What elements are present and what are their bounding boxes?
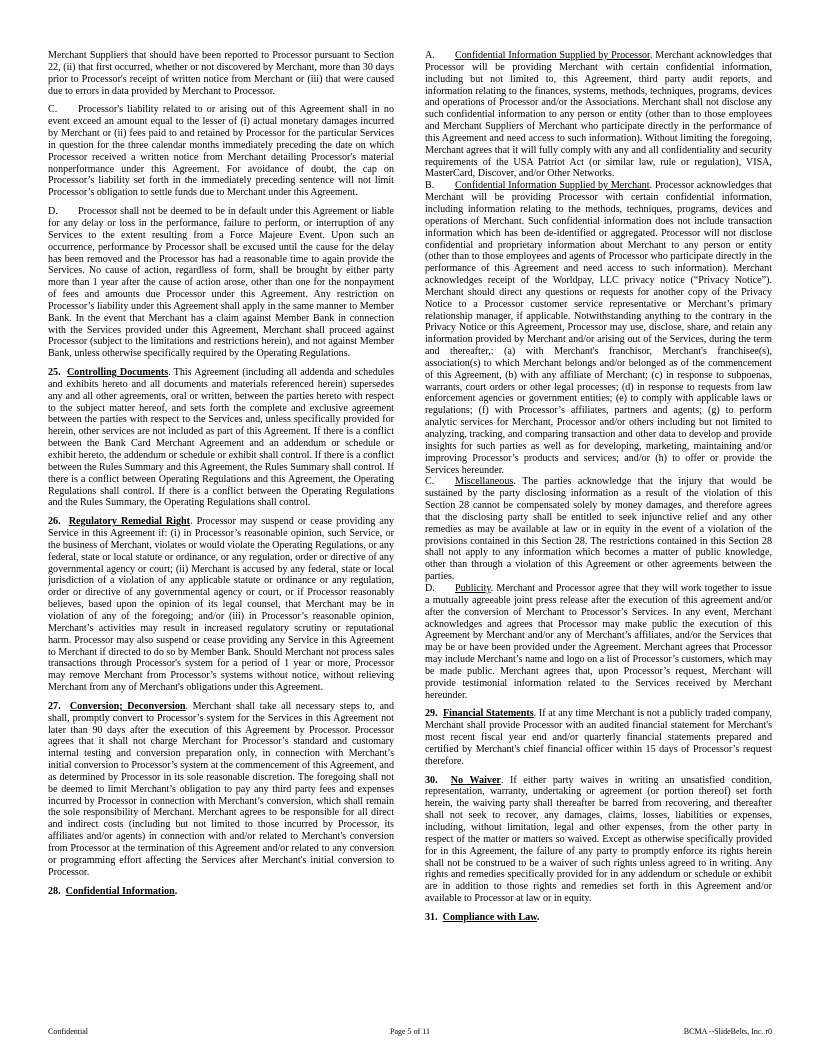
section-title-period: .: [174, 885, 178, 897]
footer-confidential: Confidential: [48, 1027, 88, 1036]
section-number: 30.: [425, 774, 438, 786]
paragraph-label: D.: [48, 206, 58, 218]
section-28b: [425, 180, 772, 476]
paragraph-text: . Merchant acknowledges that Processor will be providing Merchant with certain confidential information, including but not limited to, this Agreement, third party audit reports, and information relating to the finances, systems, methods, techniques, programs, devices and operations of Processor and/or the Associations. Merchant shall not disclose any such confidential information to any person or entity (other than to those employees and Merchant Suppliers of Merchant who participate directly in the performance of this Agreement and need access to such information). Without limiting the foregoing, Merchant agrees that it will fully comply with any and all confidentiality and security requirements of the USA Patriot Act (or similar law, rule or regulation), VISA, MasterCard, Discover, and/or Other Networks.: [425, 50, 772, 180]
section-30: [425, 775, 772, 905]
section-title: Financial Statements: [442, 708, 534, 720]
section-number: 26.: [48, 516, 61, 528]
section-text: . If either party waives in writing an unsatisfied condition, representation, warranty, undertaking or agreement (or portion thereof) set forth herein, the waiving party shall thereafter be barred from recovering, and thereafter shall not seek to recover, any damages, claims, losses, liabilities or expenses, including, without limitation, legal and other expenses, from the other party in respect of the matter or matters so waived. Except as otherwise specifically provided for in this Agreement, the failure of any party to promptly enforce its rights herein shall not be construed to be a waiver of such rights unless agreed to in writing. Any rights and remedies specifically provided for in any addendum or schedule or exhibit are in addition to those rights and remedies set forth in this Agreement and/or available to Processor at law or in equity.: [425, 774, 772, 905]
paragraph-text: . Merchant and Processor agree that they will work together to issue a mutually agreeable joint press release after the execution of this agreement and/or after the conversion of Merchant to Processor’s Services. In any event, Merchant acknowledges and agrees that Processor may make public the execution of this Agreement by Merchant and/or any of Merchant’s affiliates, and/or the Services that may be or have been provided under the Agreement. Merchant agrees that Processor may include Merchant’s name and logo on a list of Processor’s customers, which may be made public. Merchant agrees that, upon Processor’s request, Merchant will provide testimonial information related to the Services received by Merchant hereunder.: [425, 582, 772, 701]
section-number: 27.: [48, 700, 61, 712]
paragraph-text: Processor shall not be deemed to be in default under this Agreement or liable for any delay or loss in the performance, failure to perform, or interruption of any Services to the extent resulting from a Force Majeure Event. Upon such an occurrence, performance by Processor shall be excused until the cause for the delay has been removed and the Processor has had a reasonable time to again provide the Services. No cause of action, regardless of form, shall be brought by either party more than 1 year after the cause of action arose, other than one for the nonpayment of fees and amounts due Processor under this Agreement. Any restriction on Processor’s liability under this Agreement shall apply in the same manner to Member Bank. In the event that Merchant has a claim against Member Bank in connection with the Services provided under this Agreement, Merchant shall proceed against Processor (subject to the limitations and restrictions herein), and not against Member Bank, unless otherwise specifically required by the Operating Regulations.: [48, 206, 394, 360]
section-28d: [425, 583, 772, 701]
paragraph-24d: [48, 206, 394, 360]
right-column: [425, 50, 772, 1035]
section-title: Regulatory Remedial Right: [68, 516, 191, 528]
paragraph-label: C.: [48, 104, 58, 116]
footer-document-id: BCMA --SlideBelts, Inc. r0: [683, 1027, 772, 1036]
paragraph-label: A.: [425, 50, 435, 61]
section-number: 28.: [48, 885, 61, 897]
section-title-period: .: [536, 911, 540, 923]
paragraph-title: Confidential Information Supplied by Merchant: [455, 180, 650, 192]
section-text: . Merchant shall take all necessary steps to, and shall, promptly convert to Processor’s system for the Services in this Agreement not later than 90 days after the execution of this Agreement by Processor. Processor agrees that it shall not charge Merchant for Processor’s standard and customary internal testing and conversion preparation only, in connection with Merchant’s initial conversion to Processor’s system at the commencement of this Agreement, and as determined by Processor in its sole reasonable discretion. The foregoing shall not be deemed to limit Merchant’s obligation to pay any third party fees and expenses incurred by Processor in connection with Merchant’s conversion, which shall remain the sole responsibility of Merchant. Merchant agrees to be responsible for all direct and indirect costs (including but not limited to those incurred by Processor, its affiliates and/or agents) in connection with and/or related to Merchant's conversion from Processor at the termination of this Agreement and/or related to any conversion or programming effort affecting the Services after Merchant's initial conversion to Processor.: [48, 700, 394, 878]
footer-page-number: Page 5 of 11: [390, 1027, 430, 1036]
paragraph-text: . The parties acknowledge that the injury that would be sustained by the party disclosing information as a result of the violation of this Section 28 cannot be compensated solely by money damages, and therefore agrees that the disclosing party shall be entitled to seek injunctive relief and any other remedies as may be available at law or in equity in the event of a violation of the provisions contained in this Section 28. The restrictions contained in this Section 28 shall not apply to any information which becomes a matter of public knowledge, other than through a violation of this Agreement or other agreements between the parties.: [425, 476, 772, 583]
paragraph-title: Publicity: [455, 582, 491, 594]
section-text: . If at any time Merchant is not a publicly traded company, Merchant shall provide Processor with an audited financial statement for Merchant's most recent fiscal year end and/or quarterly financial statements prepared and certified by Merchant's chief financial officer within 15 days of Processor’s request therefore.: [425, 708, 772, 767]
section-title: Confidential Information: [65, 885, 175, 897]
section-title: Controlling Documents: [67, 367, 169, 379]
paragraph-title: Miscellaneous: [455, 476, 514, 488]
section-title: Conversion; Deconversion: [69, 700, 186, 712]
left-column: [48, 50, 394, 1035]
section-28a: [425, 50, 772, 180]
section-28-heading: [48, 886, 394, 898]
paragraph-24c: [48, 104, 394, 199]
paragraph-label: B.: [425, 180, 435, 192]
section-title: Compliance with Law: [442, 911, 537, 923]
paragraph-text: . Processor acknowledges that Merchant will be providing Processor with certain confidential information, including information relating to the methods, techniques, programs, devices and operations of Merchant. Such confidential information does not include transaction information which has been de-identified or aggregated. Processor will not disclose confidential and proprietary information about Merchant to any person or entity (other than to those employees and agents of Processor who participate directly in the performance of this Agreement and need access to such information). Merchant acknowledges receipt of the Worldpay, LLC privacy notice (“Privacy Notice”). Merchant should direct any questions or requests for another copy of the Privacy Notice to a Processor customer service representative or Merchant’s primary relationship manager, if applicable. Notwithstanding anything to the contrary in the Privacy Notice or this Agreement, Processor may use, disclose, share, and retain any information provided by Merchant and/or arising out of the Services, during the term and thereafter,: (a) with Merchant's franchisor, Merchant's franchisee(s), association(s) to which Merchant belongs and/or belonged as of the commencement of this Agreement, (b) with any affiliate of Merchant; (c) in response to subpoenas, warrants, court orders or other legal processes; (d) in response to requests from law enforcement agencies or government entities; (e) to comply with applicable laws or regulations; (f) with Processor’s affiliates, partners and agents; (g) to perform analytic services for Merchant, Processor and/or others including but not limited to analyzing, tracking, and comparing transaction and other data to develop and provide insights for such parties as well as for developing, marketing, maintaining and/or improving Processor’s products and services; and/or (h) to offer or provide the Services hereunder.: [425, 180, 772, 476]
paragraph-label: D.: [425, 582, 435, 594]
paragraph-title: Confidential Information Supplied by Processor: [455, 50, 650, 61]
paragraph-label: C.: [425, 476, 435, 488]
section-28c: [425, 476, 772, 583]
section-26: [48, 516, 394, 694]
page-footer: [48, 1026, 772, 1040]
section-text: . This Agreement (including all addenda and schedules and exhibits hereto and all documents and materials referenced herein) supersedes any and all other agreements, oral or written, between the parties hereto with respect to the subject matter hereof, and sets forth the complete and exclusive agreement between the parties with respect to the Services and, unless specifically provided for herein, other services are not included as part of this Agreement. If there is a conflict between the Bank Card Merchant Agreement and an addendum or schedule or exhibit hereto, the addendum or schedule or exhibit shall control. If there is a conflict between the Rules Summary and this Agreement, the Rules Summary shall control. If there is a conflict between Operating Regulations and this Agreement, the Operating Regulations shall control. If there is a conflict between the Operating Regulations and the Rules Summary, the Operating Regulations shall control.: [48, 367, 394, 509]
section-31-heading: [425, 912, 772, 924]
section-25: [48, 367, 394, 509]
section-number: 25.: [48, 367, 61, 379]
section-number: 31.: [425, 911, 438, 923]
section-text: . Processor may suspend or cease providing any Service in this Agreement if: (i) in Processor’s reasonable opinion, such Service, or the business of Merchant, violates or would violate the Operating Regulations, or any federal, state or local statute or ordinance, or any regulation, order or directive of any governmental agency or court; (ii) Merchant is accused by any federal, state or local jurisdiction of a violation of any applicable statute or ordinance or any regulation, order or directive of any governmental agency or court, or if Processor reasonably believes, based upon the opinion of its legal counsel, that Merchant may be in violation of any of the foregoing; and/or (iii) in Processor’s reasonable opinion, Merchant’s activities may result in increased regulatory scrutiny or reputational harm. Processor may also suspend or cease providing any Service in this Agreement to Merchant if directed to do so by Member Bank. Should Merchant not process sales transactions through Processor's system for a period of 1 year or more, Processor may remove Merchant from Processor’s systems without notice, without relieving Merchant from any of Merchant's obligations under this Agreement.: [48, 516, 394, 694]
section-title: No Waiver: [450, 774, 501, 786]
continued-paragraph: Merchant Suppliers that should have been reported to Processor pursuant to Section 22, (ii) that first occurred, whether or not discovered by Merchant, more than 30 days prior to Processor's receipt of written notice from Merchant or (iii) that were caused due to errors in data provided by Merchant to Processor.: [48, 50, 394, 97]
section-27: [48, 701, 394, 879]
paragraph-text: Processor's liability related to or arising out of this Agreement shall in no event exceed an amount equal to the lesser of (i) actual monetary damages incurred by Merchant or (ii) fees paid to and retained by Processor for the particular Services in question for the three calendar months immediately preceding the date on which Processor received a written notice from Merchant detailing Processor's material nonperformance under this Agreement. For avoidance of doubt, the cap on Processor’s liability set forth in the immediately preceding sentence will not limit Processor’s obligation to settle funds due to Merchant under this Agreement.: [48, 104, 394, 199]
section-29: [425, 708, 772, 767]
section-number: 29.: [425, 708, 438, 720]
